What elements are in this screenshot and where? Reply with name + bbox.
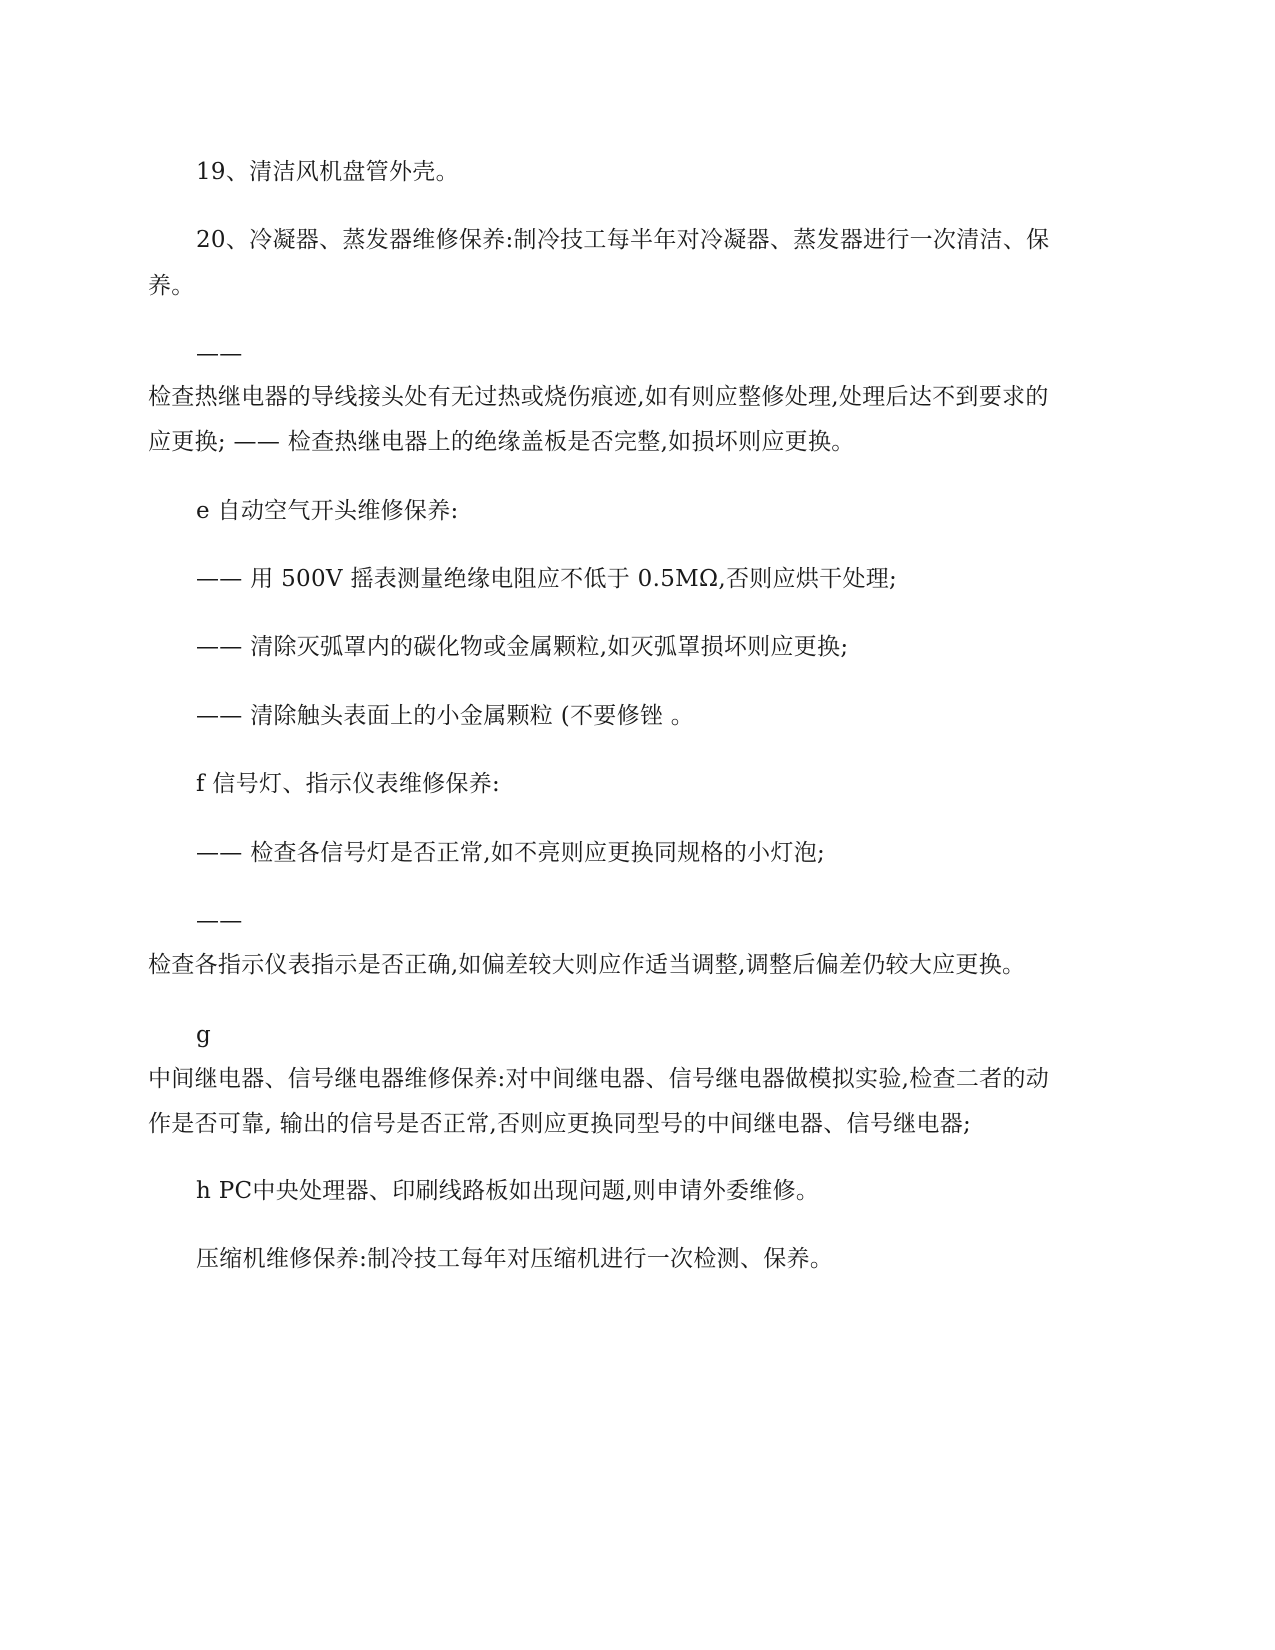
paragraph-19: 19、清洁风机盘管外壳。 — [196, 159, 459, 185]
section-f-heading: f 信号灯、指示仪表维修保养: — [196, 771, 501, 797]
section-g-label: g — [196, 1022, 212, 1048]
section-e-item-3: —— 清除触头表面上的小金属颗粒 (不要修锉 。 — [196, 703, 695, 729]
section-f-item-1: —— 检查各信号灯是否正常,如不亮则应更换同规格的小灯泡; — [196, 840, 826, 866]
section-e-heading: e 自动空气开头维修保养: — [196, 498, 459, 524]
section-g-line-2: 作是否可靠, 输出的信号是否正常,否则应更换同型号的中间继电器、信号继电器; — [148, 1111, 972, 1137]
compressor-maintenance-line: 压缩机维修保养:制冷技工每年对压缩机进行一次检测、保养。 — [196, 1246, 834, 1272]
section-e-item-2: —— 清除灭弧罩内的碳化物或金属颗粒,如灭弧罩损坏则应更换; — [196, 634, 849, 660]
dash-marker: —— — [196, 908, 243, 934]
section-e-item-1: —— 用 500V 摇表测量绝缘电阻应不低于 0.5MΩ,否则应烘干处理; — [196, 566, 898, 592]
thermal-relay-check-line-1: 检查热继电器的导线接头处有无过热或烧伤痕迹,如有则应整修处理,处理后达不到要求的 — [148, 384, 1049, 410]
thermal-relay-check-line-2: 应更换; —— 检查热继电器上的绝缘盖板是否完整,如损坏则应更换。 — [148, 429, 855, 455]
section-g-line-1: 中间继电器、信号继电器维修保养:对中间继电器、信号继电器做模拟实验,检查二者的动 — [148, 1066, 1050, 1092]
section-f-item-2: 检查各指示仪表指示是否正确,如偏差较大则应作适当调整,调整后偏差仍较大应更换。 — [148, 952, 1026, 978]
paragraph-20-line-2: 养。 — [148, 273, 195, 299]
section-h-line: h PC中央处理器、印刷线路板如出现问题,则申请外委维修。 — [196, 1178, 820, 1204]
paragraph-20-line-1: 20、冷凝器、蒸发器维修保养:制冷技工每半年对冷凝器、蒸发器进行一次清洁、保 — [196, 227, 1050, 253]
dash-marker: —— — [196, 341, 243, 367]
